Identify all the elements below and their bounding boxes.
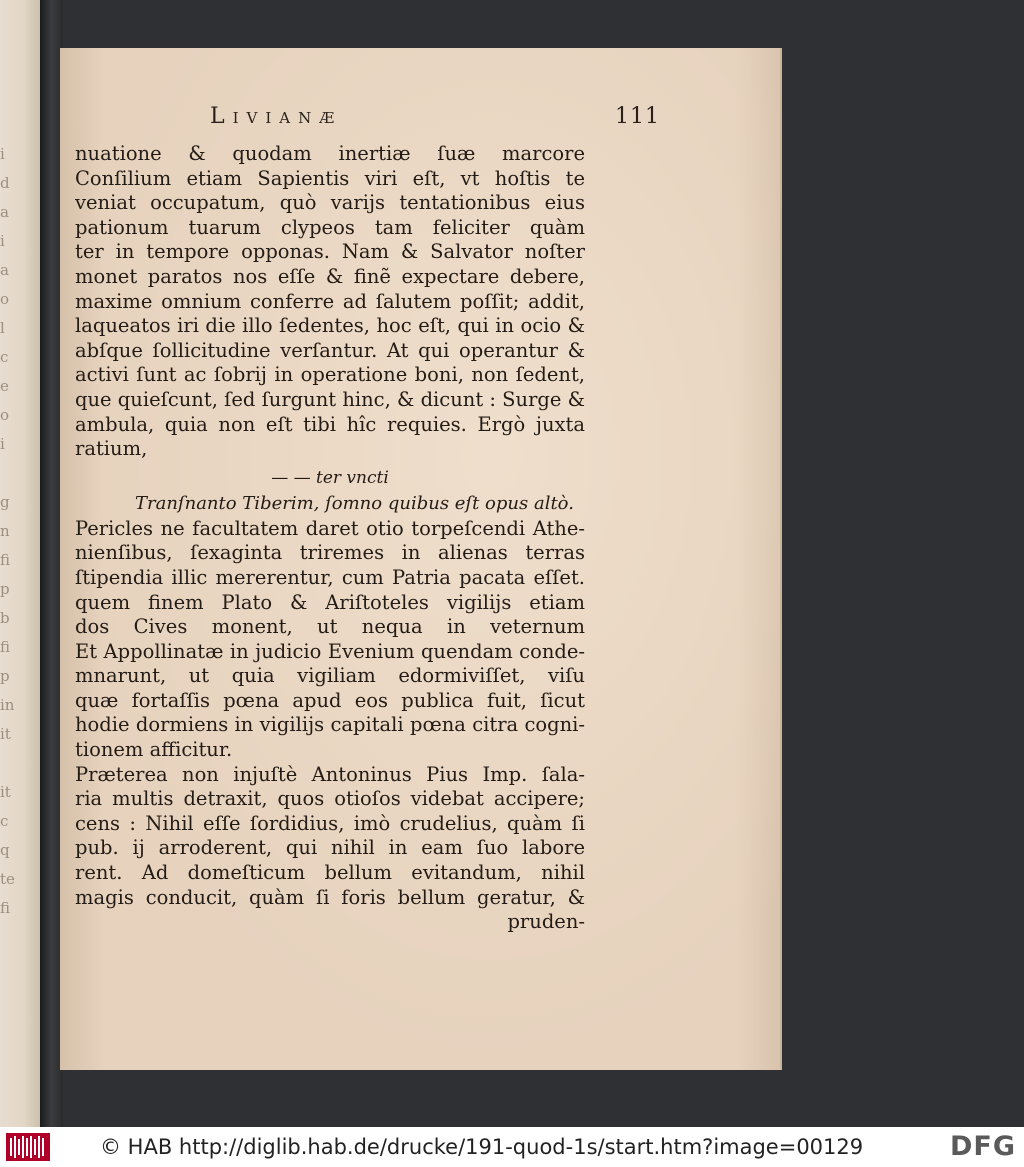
text-line: veniat occupatum, quò varijs tentationibus eius [75,191,585,215]
page-number: 111 [615,104,660,129]
text-line: laqueatos iri die illo ſedentes, hoc eſt, qui in ocio & [75,314,585,338]
text-line: nuatione & quodam inertiæ ſuæ marcore [75,142,585,165]
text-line: rent. Ad domeſticum bellum evitandum, nihil [75,861,585,885]
text-line: monet paratos nos eſſe & finẽ expectare debere, [75,264,585,288]
text-line: magis conducit, quàm ſi foris bellum geratur, & [75,885,585,909]
quote-lead: — — ter vncti [271,467,389,488]
text-line: ria multis detraxit, quos otioſos videbat accipere; [75,787,585,811]
text-line: ter in tempore opponas. Nam & Salvator noſter [75,240,585,264]
text-line: hodie dormiens in vigilijs capitali pœna citra cogni- [75,713,585,737]
hab-logo-icon [6,1133,50,1161]
text-line: ambula, quia non eſt tibi hîc requies. Ergò juxta [75,412,585,436]
text-line: Pericles ne facultatem daret otio torpeſcendi Athe- [75,516,585,540]
text-line: mnarunt, ut quia vigiliam edormiviſſet, viſu [75,664,585,688]
paragraph-2 [75,517,585,763]
text-line: ſtipendia illic mererentur, cum Patria pacata eſſet. [75,565,585,589]
paragraph-3 [75,763,585,911]
text-line: maxime omnium conferre ad ſalutem poſſit; addit, [75,289,585,313]
paragraph-1 [75,142,585,462]
text-line: que quieſcunt, ſed ſurgunt hinc, & dicunt : Surge & [75,387,585,411]
text-line: nienſibus, ſexaginta triremes in alienas terras [75,541,585,565]
text-line: pub. ij arroderent, qui nihil in eam ſuo labore [75,836,585,860]
text-line: Præterea non injuſtè Antoninus Pius Imp. ſala- [75,762,585,786]
body-text [75,142,585,935]
text-line: activi ſunt ac ſobrij in operatione boni, non ſedent, [75,363,585,387]
text-line: pationum tuarum clypeos tam feliciter quàm [75,215,585,239]
text-line: quem finem Plato & Ariſtoteles vigilijs etiam [75,590,585,614]
facing-page-glyphs: i d a i a o l c e o i g n fi p b fi p in it it c q te fi [0,145,15,917]
catchword: pruden- [507,910,585,934]
quote-verse: Tranſnanto Tiberim, ſomno quibus eſt opus altò. [135,492,574,514]
dfg-logo: DFG [949,1131,1016,1162]
book-page [60,48,780,1070]
text-line: cens : Nihil eſſe ſordidius, imò crudelius, quàm ſi [75,811,585,835]
footer-bar [0,1127,1024,1167]
facing-page-edge [0,0,40,1127]
text-line: Conſilium etiam Sapientis viri eſt, vt hoſtis te [75,166,585,190]
text-line: quæ fortaſſis pœna apud eos publica fuit, ſicut [75,688,585,712]
text-line: tionem afficitur. [75,738,233,762]
running-head-title: Livianæ [210,104,343,129]
text-line: dos Cives monent, ut nequa in veternum [75,615,585,639]
running-head [210,104,660,134]
text-line: ratium, [75,437,148,461]
text-line: abſque ſollicitudine verſantur. At qui operantur & [75,338,585,362]
copyright-url-text[interactable]: © HAB http://diglib.hab.de/drucke/191-quod-1s/start.htm?image=00129 [100,1135,864,1159]
text-line: Et Appollinatæ in judicio Evenium quendam conde- [75,639,585,663]
